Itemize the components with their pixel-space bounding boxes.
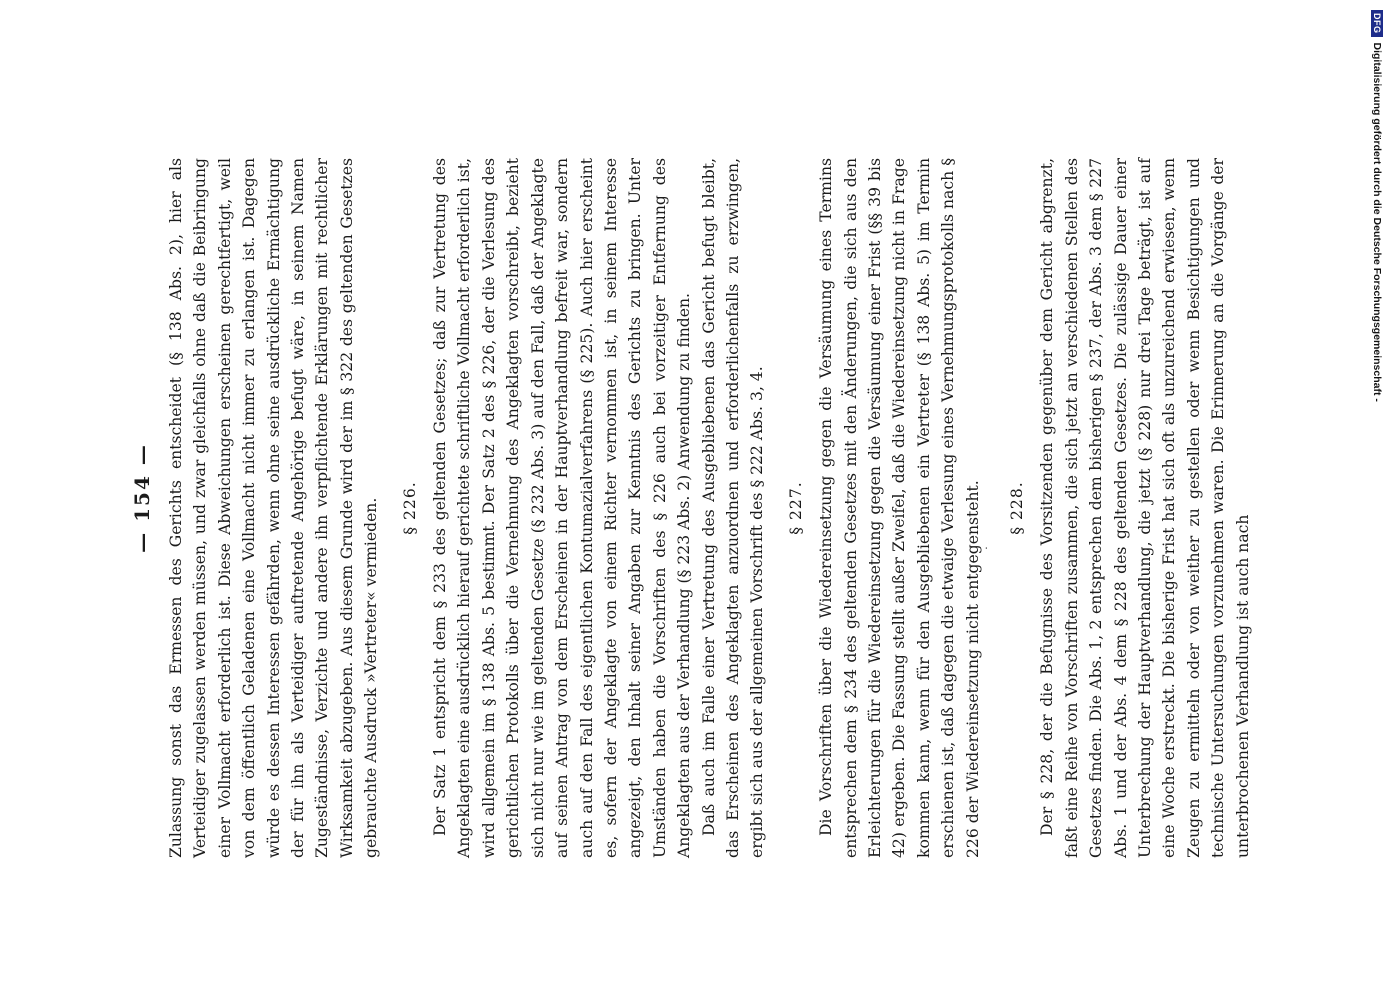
dfg-logo: DFG [1371, 10, 1383, 37]
scanned-page [130, 138, 1260, 858]
body-text [164, 158, 1255, 858]
section-heading-228: § 228. [1008, 481, 1026, 535]
section-227-paragraph: Die Vorschriften über die Wiedereinsetzung gegen die Versäumung eines Termins entsprechen dem § 234 des geltenden Gesetzes mit den Änderungen, die sich aus den Erleichterungen für die Wiedereinsetzung gegen die Versäumung einer Frist (§§ 39 bis 42) ergeben. Die Fassung stellt außer Zweifel, daß die Wiedereinsetzung nicht in Frage kommen kann, wenn für den Ausgebliebenen ein Vertreter (§ 138 Abs. 5) im Termin erschienen ist, daß dagegen die etwaige Verlesung eines Vernehmungsprotokolls nach § 226 der Wiedereinsetzung nicht entgegensteht. [817, 158, 982, 858]
credit-text: Digitalisierung gefördert durch die Deutsche Forschungsgemeinschaft - [1371, 42, 1383, 402]
section-226-paragraph: Daß auch im Falle einer Vertretung des Ausgebliebenen das Gericht befugt bleibt, das Erscheinen des Angeklagten anzuordnen und erforderlichenfalls zu erzwingen, ergibt sich aus der allgemeinen Vorschrift des § 222 Abs. 3, 4. [699, 158, 767, 858]
section-226-paragraph: Der Satz 1 entspricht dem § 233 des geltenden Gesetzes; daß zur Vertretung des Angeklagten eine ausdrücklich hierauf gerichtete schriftliche Vollmacht erforderlich ist, wird allgemein im § 138 Abs. 5 bestimmt. Der Satz 2 des § 226, der die Verlesung des gerichtlichen Protokolls über die Vernehmung des Angeklagten vorschreibt, bezieht sich nicht nur wie im geltenden Gesetze (§ 232 Abs. 3) auf den Fall, daß der Angeklagte auf seinen Antrag von dem Erscheinen in der Hauptverhandlung befreit war, sondern auch auf den Fall des eigentlichen Kontumazialverfahrens (§ 225). Auch hier erscheint es, sofern der Angeklagte von einem Richter vernommen ist, in seinem Interesse angezeigt, den Inhalt seiner Angaben zur Kenntnis des Gerichts zu bringen. Unter Umständen haben die Vorschriften des § 226 auch bei vorzeitiger Entfernung des Angeklagten aus der Verhandlung (§ 223 Abs. 2) Anwendung zu finden. [431, 158, 694, 858]
ink-speck: · [982, 546, 993, 550]
page-number: — 154 — [130, 443, 154, 553]
section-heading-227: § 227. [786, 481, 805, 535]
digitization-credit [1368, 10, 1383, 790]
section-heading-226: § 226. [400, 481, 419, 535]
paragraph-continuation: Zulassung sonst das Ermessen des Gerichts entscheidet (§ 138 Abs. 2), hier als Verteidiger zugelassen werden müssen, und zwar gleichfalls ohne daß die Beibringung einer Vollmacht erforderlich ist. Diese Abweichungen erscheinen gerechtfertigt, weil von dem öffentlich Geladenen eine Vollmacht nicht immer zu erlangen ist. Dagegen würde es dessen Interessen gefährden, wenn ohne seine ausdrückliche Ermächtigung der für ihn als Verteidiger auftretende Angehörige befugt wäre, in seinem Namen Zugeständnisse, Verzichte und andere ihn verpflichtende Erklärungen mit rechtlicher Wirksamkeit abzugeben. Aus diesem Grunde wird der im § 322 des geltenden Gesetzes gebrauchte Ausdruck »Vertreter« vermieden. [167, 158, 381, 858]
section-228-paragraph: Der § 228, der die Befugnisse des Vorsitzenden gegenüber dem Gericht abgrenzt, faßt eine Reihe von Vorschriften zusammen, die sich jetzt an verschiedenen Stellen des Gesetzes finden. Die Abs. 1, 2 entsprechen dem bisherigen § 237, der Abs. 3 dem § 227 Abs. 1 und der Abs. 4 dem § 228 des geltenden Gesetzes. Die zulässige Dauer einer Unterbrechung der Hauptverhandlung, die jetzt (§ 228) nur drei Tage beträgt, ist auf eine Woche erstreckt. Die bisherige Frist hat sich oft als unzureichend erwiesen, wenn Zeugen zu ermitteln oder von weither zu gestellen oder wenn Besichtigungen und technische Untersuchungen vorzunehmen waren. Die Erinnerung an die Vorgänge der unterbrochenen Verhandlung ist auch nach [1038, 158, 1252, 858]
